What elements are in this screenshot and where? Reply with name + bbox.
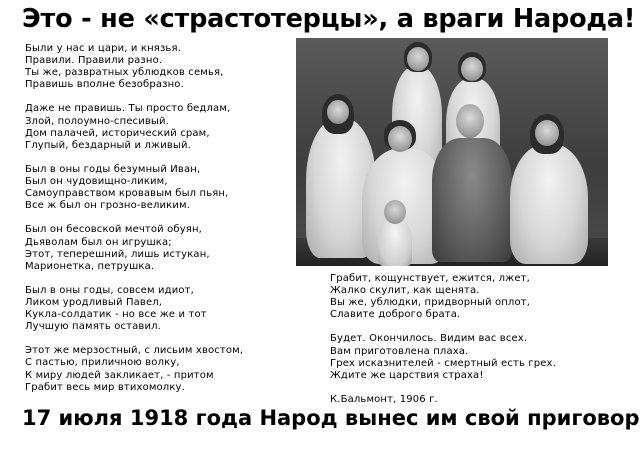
- poem-stanza: [330, 333, 625, 381]
- poem-line: Дьяволам был он игрушка;: [25, 236, 172, 248]
- poem-line: Этот, теперешний, лишь истукан,: [25, 248, 210, 260]
- poem-line: Грабит, кощунствует, ежится, лжет,: [330, 273, 530, 284]
- poem-line: Правишь вполне безобразно.: [25, 79, 184, 91]
- footer-caption: 17 июля 1918 года Народ вынес им свой приговор: [22, 406, 640, 430]
- poem-line: К миру людей закликает, - притом: [25, 369, 214, 381]
- poem-line: Ликом уродливый Павел,: [25, 296, 163, 308]
- family-photograph: [296, 38, 608, 266]
- poem-line: Кукла-солдатик - но все же и тот: [25, 309, 207, 321]
- poem-line: Ты же, развратных ублюдков семья,: [25, 67, 224, 79]
- poem-line: Злой, полоумно-спесивый.: [25, 115, 169, 127]
- poem-stanza: [25, 43, 280, 91]
- poem-line: Ждите же царствия страха!: [330, 369, 484, 381]
- poem-line: Марионетка, петрушка.: [25, 260, 155, 272]
- poem-stanza: [25, 285, 280, 333]
- poem-line: Вы же, ублюдки, придворный оплот,: [330, 297, 531, 309]
- poem-line: Были у нас и цари, и князья.: [25, 43, 181, 54]
- poem-line: Был он бесовской мечтой обуян,: [25, 224, 202, 236]
- poem-stanza: [330, 273, 625, 321]
- poem-line: Жалко скулит, как щенята.: [330, 285, 480, 297]
- poem-line: Самоуправством кровавым был пьян,: [25, 188, 229, 200]
- poem-stanza: [25, 345, 280, 393]
- poem-line: Лучшую память оставил.: [25, 321, 161, 333]
- poem-line: Дом палачей, исторический срам,: [25, 127, 210, 139]
- poem-line: Был в оны годы, совсем идиот,: [25, 284, 194, 296]
- poem-line: Был в оны годы безумный Иван,: [25, 163, 201, 175]
- page-title: Это - не «страстотерцы», а враги Народа!: [22, 4, 636, 34]
- poem-stanza: [25, 103, 280, 151]
- poem-line: Грех исказнителей - смертный есть грех.: [330, 357, 556, 369]
- poem-line: Этот же мерзостный, с лисьим хвостом,: [25, 345, 244, 357]
- poem-stanza: [25, 224, 280, 272]
- poem-line: Правили. Правили разно.: [25, 55, 163, 67]
- poem-signature: К.Бальмонт, 1906 г.: [330, 393, 438, 405]
- poem-line: Даже не правишь. Ты просто бедлам,: [25, 103, 231, 115]
- poem-right-column: [330, 273, 625, 406]
- poem-line: Был он чудовищно-ликим,: [25, 176, 168, 188]
- poem-line: Глупый, бездарный и лживый.: [25, 139, 191, 151]
- poem-line: Будет. Окончилось. Видим вас всех.: [330, 333, 528, 345]
- poem-line: Грабит весь мир втихомолку.: [25, 381, 185, 393]
- poem-line: С пастью, приличною волку,: [25, 357, 180, 369]
- poem-line: Вам приготовлена плаха.: [330, 345, 469, 357]
- poem-left-column: [25, 43, 280, 394]
- poem-stanza: [25, 164, 280, 212]
- poem-line: Славите доброго брата.: [330, 309, 461, 321]
- poem-line: Все ж был он грозно-великим.: [25, 200, 191, 212]
